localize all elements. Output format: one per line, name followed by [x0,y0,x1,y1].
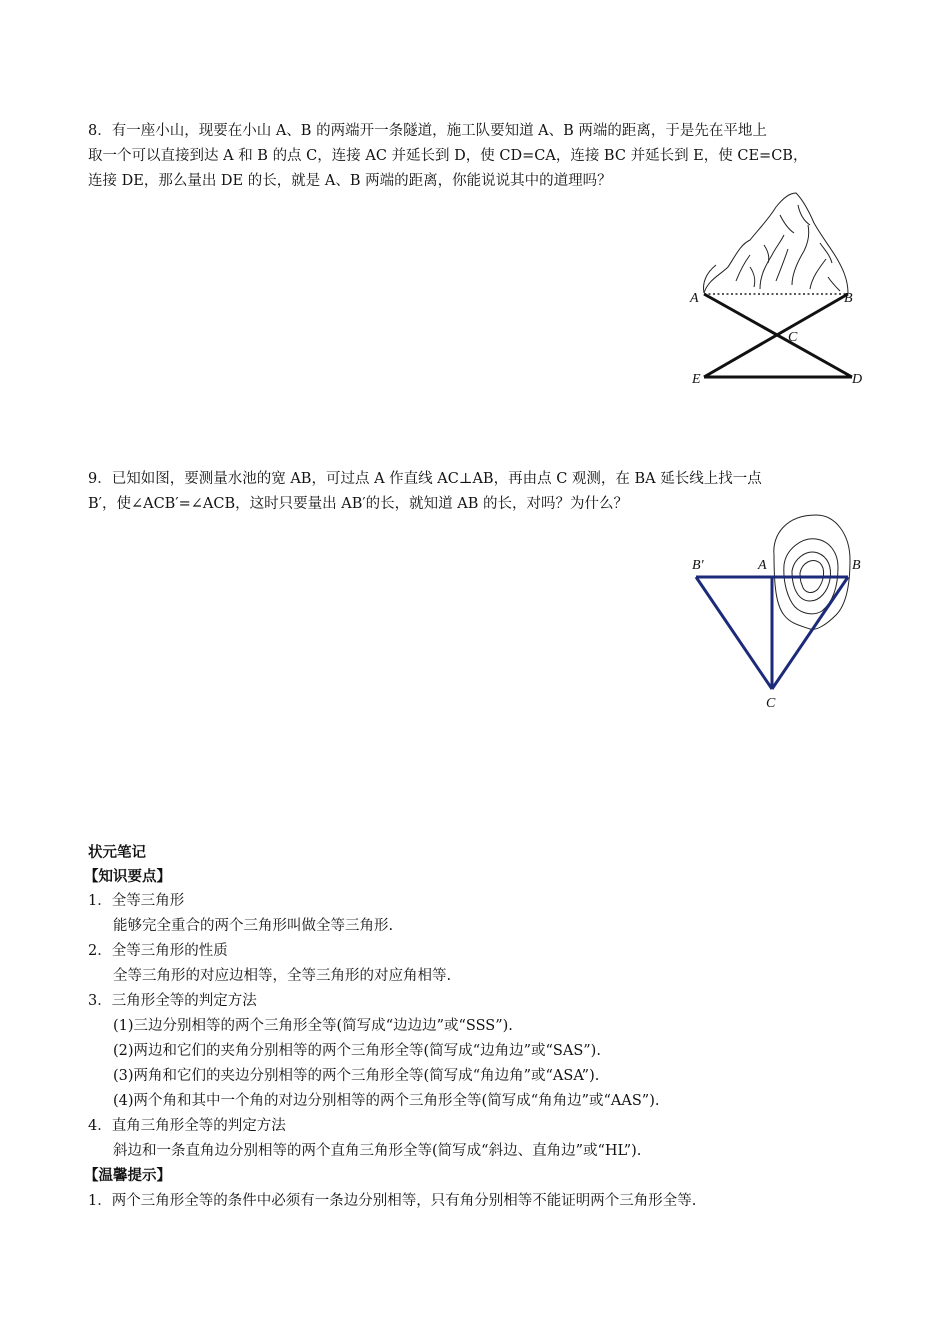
label-D: D [852,372,863,387]
item-2-body: 全等三角形的对应边相等，全等三角形的对应角相等. [113,968,452,984]
section-knowledge-heading: 【知识要点】 [84,869,171,885]
notes-title: 状元笔记 [88,845,146,861]
label-Bprime: B′ [692,558,704,573]
label-B: B [852,558,861,573]
label-C: C [766,696,776,711]
tip-1: 1．两个三角形全等的条件中必须有一条边分别相等，只有角分别相等不能证明两个三角形全等. [88,1193,697,1209]
q9-pond-figure [686,505,876,720]
label-A: A [690,291,699,306]
label-E: E [692,372,701,387]
item-1-body: 能够完全重合的两个三角形叫做全等三角形. [113,918,394,934]
segment-BC [772,577,848,689]
item-3-sss: (1)三边分别相等的两个三角形全等(简写成“边边边”或“SSS”). [113,1018,513,1034]
item-1-heading: 1．全等三角形 [88,893,185,909]
q9-line-2: B′，使∠ACB′=∠ACB，这时只要量出 AB′的长，就知道 AB 的长，对吗？为什么？ [88,496,629,512]
q8-line-3: 连接 DE，那么量出 DE 的长，就是 A、B 两端的距离，你能说说其中的道理吗？ [88,173,612,189]
section-tips-heading: 【温馨提示】 [84,1168,171,1184]
q9-line-1: 9．已知如图，要测量水池的宽 AB，可过点 A 作直线 AC⊥AB，再由点 C 观测，在 BA 延长线上找一点 [88,471,762,487]
label-B: B [844,291,853,306]
q8-mountain-figure [680,185,880,395]
label-C: C [788,330,798,345]
pond-contours [774,515,850,629]
item-3-heading: 3．三角形全等的判定方法 [88,993,257,1009]
item-3-asa: (3)两角和它们的夹边分别相等的两个三角形全等(简写成“角边角”或“ASA”). [113,1068,600,1084]
label-A: A [758,558,767,573]
segment-BpC [696,577,772,689]
item-3-sas: (2)两边和它们的夹角分别相等的两个三角形全等(简写成“边角边”或“SAS”). [113,1043,601,1059]
q8-line-1: 8．有一座小山，现要在小山 A、B 的两端开一条隧道，施工队要知道 A、B 两端的距离，于是先在平地上 [88,123,767,139]
item-2-heading: 2．全等三角形的性质 [88,943,228,959]
q8-line-2: 取一个可以直接到达 A 和 B 的点 C，连接 AC 并延长到 D，使 CD=CA，连接 BC 并延长到 E，使 CE=CB， [88,148,808,164]
item-3-aas: (4)两个角和其中一个角的对边分别相等的两个三角形全等(简写成“角角边”或“AAS”). [113,1093,660,1109]
item-4-heading: 4．直角三角形全等的判定方法 [88,1118,286,1134]
mountain-drawing [704,193,849,293]
item-4-body: 斜边和一条直角边分别相等的两个直角三角形全等(简写成“斜边、直角边”或“HL”). [113,1143,642,1159]
